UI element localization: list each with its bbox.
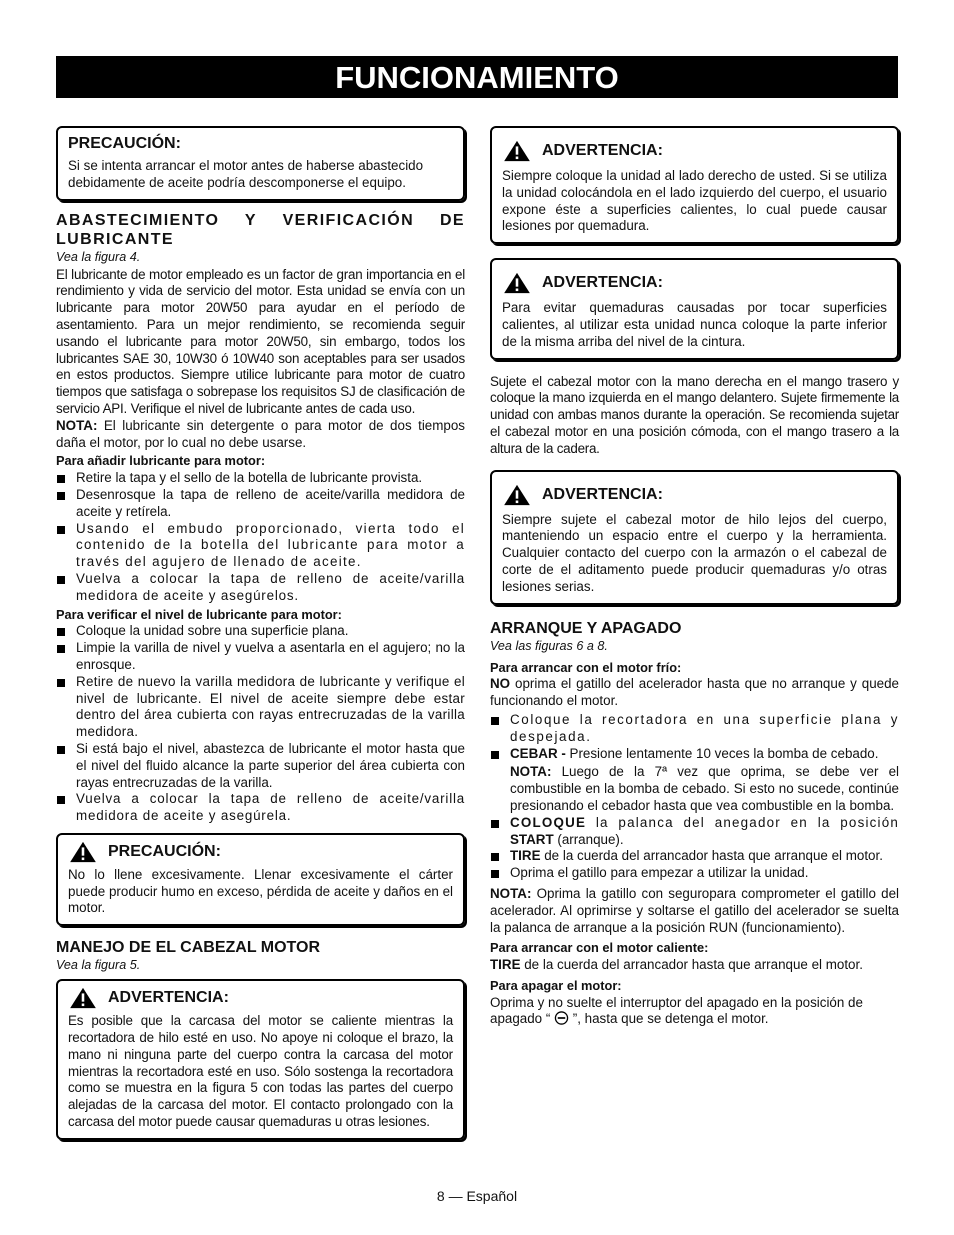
page-footer: 8 — Español [436,1188,518,1204]
list-item: Vuelva a colocar la tapa de relleno de aceite/varilla medidora de aceite y asegúrela. [56,791,465,825]
advertencia-text: Siempre coloque la unidad al lado derecho de usted. Si se utiliza la unidad colocándola en el lado izquierdo del cuerpo, el usuario expone éste a superficies calientes, lo cual puede causar lesiones por quemadura. [502,168,887,234]
left-column [56,126,465,1150]
advertencia-title: ADVERTENCIA: [502,140,887,162]
precaucion-box-2 [56,833,465,926]
warning-triangle-icon [502,484,532,506]
subheading-check: Para verificar el nivel de lubricante para motor: [56,606,342,622]
advertencia-title: ADVERTENCIA: [68,987,453,1009]
advertencia-box-3 [490,258,899,359]
precaucion-text: Si se intenta arrancar el motor antes de haberse abastecido debidamente de aceite podría descomponerse el equipo. [68,158,424,190]
nota-label: NOTA: [56,417,98,433]
advertencia-text: Siempre sujete el cabezal motor de hilo lejos del cuerpo, manteniendo un espacio entre el cuerpo y la herramienta. Cualquier contacto del cuerpo con la armazón o el cabezal de corte de el aditamento puede producir quemaduras y/o otras lesiones serias. [502,511,887,594]
nota-paragraph [56,418,465,452]
list-item: Coloque la recortadora en una superficie plana y despejada. [490,712,899,746]
section-heading-abastecimiento: ABASTECIMIENTO Y VERIFICACIÓN DE LUBRICANTE [56,211,465,248]
precaucion-title: PRECAUCIÓN: [68,135,181,152]
section-heading-manejo: MANEJO DE EL CABEZAL MOTOR [56,939,321,957]
stop-symbol-icon [554,1011,569,1025]
advertencia-title: ADVERTENCIA: [502,484,887,506]
check-list [56,623,465,825]
start-steps-list [490,712,899,882]
list-item: TIRE de la cuerda del arrancador hasta que arranque el motor. [490,848,899,865]
warning-triangle-icon [68,841,98,863]
list-item: Usando el embudo proporcionado, vierta todo el contenido de la botella del lubricante para motor a través del agujero de llenado de aceite. [56,521,465,571]
warning-triangle-icon [68,987,98,1009]
paragraph-frio: NO oprima el gatillo del acelerador hasta que no arranque y quede funcionando el motor. [490,676,899,709]
figure-reference: Vea la figura 4. [56,249,141,264]
warning-triangle-icon [502,272,532,294]
precaucion-title: PRECAUCIÓN: [68,841,453,863]
subheading-apagar: Para apagar el motor: [490,977,622,993]
nota-cebar: NOTA: Luego de la 7ª vez que oprima, se debe ver el combustible en la bomba de cebado. Si esto no sucede, continúe presionando el cebador hasta que vea combustible en la bomba. [510,764,899,813]
list-item: Limpie la varilla de nivel y vuelva a asentarla en el agujero; no la enrosque. [56,640,465,674]
paragraph-sujete: Sujete el cabezal motor con la mano derecha en el mango trasero y coloque la mano izquierda en el mango delantero. Sujete firmemente la unidad con ambas manos durante la operación. Se recomienda sujetar el cabezal motor en una posición cómoda, con el mango trasero a la altura de la cadera. [490,373,899,456]
figure-reference: Vea la figura 5. [56,958,141,973]
list-item: Desenrosque la tapa de relleno de aceite/varilla medidora de aceite y retírela. [56,487,465,521]
precaucion-box-1 [56,126,465,201]
advertencia-box-1 [56,979,465,1140]
paragraph-caliente: TIRE de la cuerda del arrancador hasta que arranque el motor. [490,957,863,973]
advertencia-text: Para evitar quemaduras causadas por tocar superficies calientes, al utilizar esta unidad nunca coloque la parte inferior de la misma arriba del nivel de la cintura. [502,300,887,349]
section-heading-arranque: ARRANQUE Y APAGADO [490,619,682,637]
list-item: Vuelva a colocar la tapa de relleno de aceite/varilla medidora de aceite y asegúrelos. [56,571,465,605]
nota-text: El lubricante sin detergente o para motor de dos tiempos daña el motor, por lo cual no debe usarse. [56,417,465,450]
subheading-frio: Para arrancar con el motor frío: [490,659,682,675]
warning-triangle-icon [502,140,532,162]
right-column [490,126,899,1028]
subheading-add: Para añadir lubricante para motor: [56,453,266,469]
list-item: Retire la tapa y el sello de la botella de lubricante provista. [56,470,465,487]
list-item: CEBAR - Presione lentamente 10 veces la bomba de cebado. NOTA: Luego de la 7ª vez que oprima, se debe ver el combustible en la bomba de cebado. Si esto no sucede, continúe presionando el cebador hasta que vea combustible en la bomba. [490,746,899,815]
advertencia-box-2 [490,126,899,244]
subheading-caliente: Para arrancar con el motor caliente: [490,940,709,956]
precaucion-text: No lo llene excesivamente. Llenar excesivamente el cárter puede producir humo en exceso, pérdida de aceite y daños en el motor. [68,866,453,916]
advertencia-title: ADVERTENCIA: [502,272,887,294]
list-item: COLOQUE la palanca del anegador en la posición START (arranque). [490,815,899,849]
paragraph-apagar: Oprima y no suelte el interruptor del apagado en la posición de apagado “ ”, hasta que se detenga el motor. [490,994,863,1027]
list-item: Si está bajo el nivel, abastezca de lubricante el motor hasta que el nivel del fluido alcance la parte superior del área cubierta con rayas entrecruzadas de la varilla. [56,741,465,791]
add-list [56,470,465,604]
paragraph-lubricante: El lubricante de motor empleado es un factor de gran importancia en el rendimiento y vida de servicio del motor. Esta unidad se envía con un lubricante para motor 20W50 para ayudar en el período de asentamiento. Para un mejor rendimiento, se recomienda seguir usando el lubricante para motor 20W50, sin embargo, todos los lubricantes SAE 30, 10W30 ó 10W40 son aceptables para ser usados en estos productos. Siempre utilice lubricante para motor de cuatro tiempos que satisfaga o sobrepase los requisitos SJ de clasificación de servicio API. Verifique el nivel de lubricante antes de cada uso. [56,266,465,416]
figure-reference: Vea las figuras 6 a 8. [490,638,608,653]
nota-paragraph: NOTA: Oprima la gatillo con seguropara comprometer el gatillo del acelerador. Al oprimirse y soltarse el gatillo del acelerador se suelta la palanca de arranque a la posición RUN (funcionamiento). [490,885,899,935]
advertencia-text: Es posible que la carcasa del motor se caliente mientras la recortadora de hilo esté en uso. No apoye ni coloque el brazo, la mano ni ninguna parte del cuerpo contra la carcasa del motor mientras la recortadora esté en uso. Sólo sostenga la recortadora como se muestra en la figura 5 con todas las partes del cuerpo alejadas de la carcasa del motor. El contacto prolongado con la carcasa del motor puede causar quemaduras u otras lesiones. [68,1013,453,1130]
list-item: Retire de nuevo la varilla medidora de lubricante y verifique el nivel de lubricante. El nivel de aceite siempre debe estar dentro del área cubierta con rayas entrecruzadas de la varilla medidora. [56,674,465,741]
list-item: Coloque la unidad sobre una superficie plana. [56,623,465,640]
advertencia-box-4 [490,470,899,605]
page-banner: FUNCIONAMIENTO [56,56,898,98]
list-item: Oprima el gatillo para empezar a utilizar la unidad. [490,865,899,882]
